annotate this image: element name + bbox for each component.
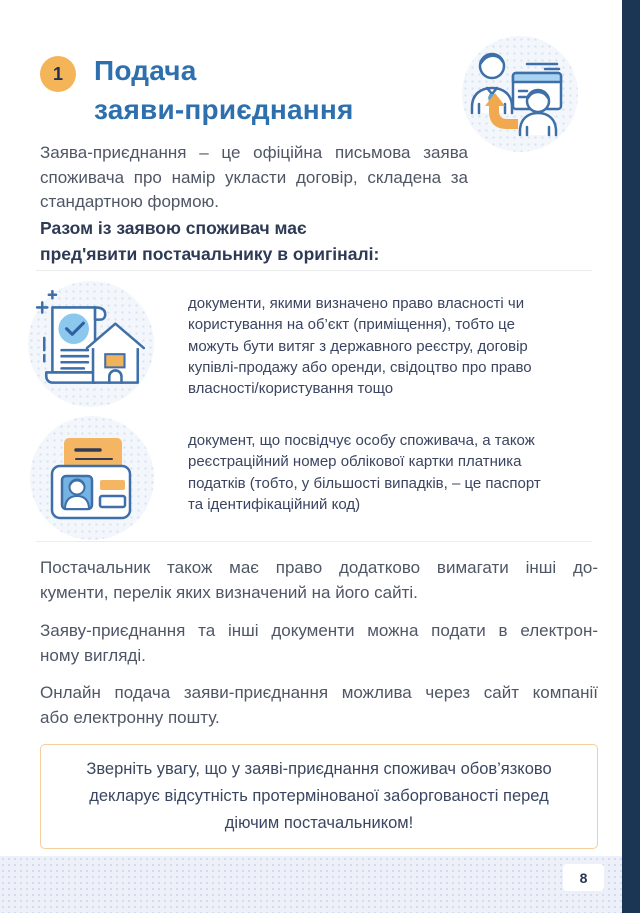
requirement-line: та ідентифікаційний код)	[188, 495, 361, 513]
subheading-line: пред'явити постачальнику в оригіналі:	[40, 243, 380, 264]
body-paragraph	[40, 619, 598, 668]
page-edge-band	[622, 0, 640, 913]
page-title	[94, 51, 354, 129]
id-card-person-icon	[30, 416, 154, 540]
requirement-line: користування на об’єкт (приміщення), тобто це	[188, 316, 515, 334]
page-title-line: Подача	[94, 55, 197, 86]
page-footer	[0, 856, 640, 913]
paragraph-line: Постачальник також має право додатково вимагати інші до-	[40, 558, 598, 577]
requirement-item	[188, 293, 592, 399]
paragraph-line: Заяву-приєднання та інші документи можна подати в електрон-	[40, 621, 598, 640]
document-check-house-icon	[28, 281, 154, 407]
subheading-line: Разом із заявою споживач має	[40, 218, 307, 238]
paragraph-line: Онлайн подача заяви-приєднання можлива через сайт компанії	[40, 683, 598, 702]
requirement-item	[188, 430, 592, 515]
intro-line: Заява-приєднання – це офіційна письмова заява	[40, 143, 468, 162]
requirements-subheading	[40, 216, 560, 267]
page-number: 8	[563, 864, 604, 891]
requirement-line: реєстраційний номер облікової картки платника	[188, 453, 522, 471]
requirement-line: купівлі-продажу або оренди, свідоцтво про право	[188, 358, 532, 376]
intro-line: споживача про намір укласти договір, складена за	[40, 167, 468, 187]
divider	[36, 541, 592, 542]
paragraph-line: ному вигляді.	[40, 645, 146, 665]
body-paragraph	[40, 681, 598, 730]
page-title-line: заяви-приєднання	[94, 94, 354, 125]
attention-callout	[40, 744, 598, 849]
section-number-badge: 1	[40, 56, 76, 92]
paragraph-line: кументи, перелік яких визначений на його сайті.	[40, 582, 418, 602]
requirement-line: можуть бути витяг з державного реєстру, договір	[188, 337, 528, 355]
body-paragraph	[40, 556, 598, 605]
intro-line: стандартною формою.	[40, 192, 220, 211]
callout-line: діючим постачальником!	[224, 814, 414, 832]
id-card-icon	[30, 416, 154, 540]
requirement-line: документ, що посвідчує особу споживача, а також	[188, 432, 535, 449]
requirement-line: документи, якими визначено право власності чи	[188, 295, 525, 312]
requirement-line: податків (тобто, у більшості випадків, – це паспорт	[188, 474, 541, 492]
divider	[36, 270, 592, 271]
people-screen-arrow-icon	[465, 39, 575, 149]
consumer-supplier-exchange-illustration	[462, 36, 578, 152]
callout-line: декларує відсутність протермінованої заборгованості перед	[89, 787, 549, 805]
paragraph-line: або електронну пошту.	[40, 707, 220, 727]
intro-paragraph	[40, 141, 468, 215]
property-document-house-icon	[28, 281, 154, 407]
requirement-line: власності/користування тощо	[188, 380, 394, 398]
callout-line: Зверніть увагу, що у заяві-приєднання споживач обов’язково	[86, 760, 552, 778]
